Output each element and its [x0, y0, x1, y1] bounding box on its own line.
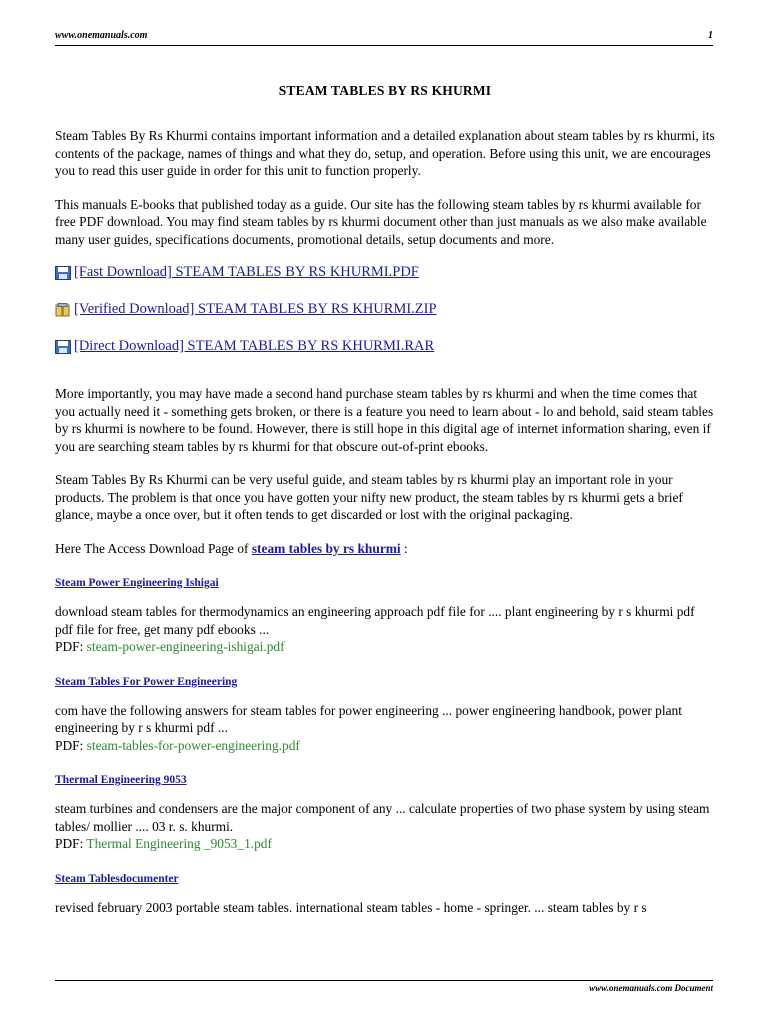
page-header — [55, 30, 713, 41]
result-snippet: download steam tables for thermodynamics an engineering approach pdf file for .... plant engineering by r s khurmi pdf pdf file for free, get many pdf ebooks ... — [55, 604, 695, 637]
intro-paragraph: Steam Tables By Rs Khurmi contains important information and a detailed explanation about steam tables by rs khurmi, its contents of the package, names of things and what they do, setup, and operation. Before using this unit, we are encourages you to read this user guide in order for this unit to function properly. — [55, 128, 715, 178]
result-snippet: com have the following answers for steam tables for power engineering ... power engineering handbook, power plant engineering by r s khurmi pdf ... — [55, 702, 682, 735]
archive-icon — [55, 303, 71, 317]
access-line — [55, 540, 715, 558]
floppy-disk-icon — [55, 340, 71, 354]
header-site: www.onemanuals.com — [55, 30, 148, 41]
download-item-fast — [55, 264, 715, 281]
download-item-direct — [55, 338, 715, 355]
direct-download-link[interactable]: [Direct Download] STEAM TABLES BY RS KHURMI.RAR — [74, 338, 435, 354]
result-title-link[interactable]: Steam Tablesdocumenter — [55, 872, 179, 885]
result-pdf-line — [55, 835, 715, 853]
pdf-label: PDF: — [55, 836, 87, 851]
header-page-number: 1 — [708, 30, 713, 41]
access-download-link[interactable]: steam tables by rs khurmi — [251, 540, 401, 556]
result-title-link[interactable]: Steam Power Engineering Ishigai — [55, 577, 219, 589]
header-rule — [55, 45, 713, 46]
usefulness-paragraph: Steam Tables By Rs Khurmi can be very useful guide, and steam tables by rs khurmi play an important role in your products. The problem is that once you have gotten your nifty new product, the steam tables by rs khurmi gets a brief glance, maybe a once over, but it often tends to get discarded or lost with the original packaging. — [55, 472, 683, 522]
document-title: STEAM TABLES BY RS KHURMI — [278, 83, 492, 98]
result-item — [55, 676, 715, 755]
about-paragraph: This manuals E-books that published today as a guide. Our site has the following steam tables by rs khurmi available for free PDF download. You may find steam tables by rs khurmi document other than just manuals as we also make available many user guides, specifications documents, promotional details, setup documents and more. — [55, 196, 707, 247]
importance-paragraph: More importantly, you may have made a second hand purchase steam tables by rs khurmi and when the time comes that you actually need it - something gets broken, or there is a feature you need to learn about - lo and behold, said steam tables by rs khurmi is nowhere to be found. However, there is still hope in this digital age of internet information sharing, even if you are searching steam tables by rs khurmi for that obscure out-of-print ebooks. — [55, 386, 714, 454]
access-prefix: Here The Access Download Page of — [55, 540, 252, 556]
result-pdf-line — [55, 737, 715, 755]
footer-rule — [55, 980, 713, 981]
document-content — [55, 83, 715, 916]
result-pdf-line — [55, 638, 715, 656]
floppy-disk-icon — [55, 266, 71, 280]
fast-download-link[interactable]: [Fast Download] STEAM TABLES BY RS KHURMI.PDF — [74, 264, 419, 280]
pdf-filename: Thermal Engineering _9053_1.pdf — [86, 836, 272, 851]
pdf-label: PDF: — [55, 737, 87, 753]
result-snippet: revised february 2003 portable steam tables. international steam tables - home - springer. ... steam tables by r s — [55, 899, 647, 915]
result-title-link[interactable]: Steam Tables For Power Engineering — [55, 675, 238, 688]
pdf-filename: steam-power-engineering-ishigai.pdf — [86, 639, 285, 654]
result-title-link[interactable]: Thermal Engineering 9053 — [55, 774, 187, 786]
result-item — [55, 577, 715, 656]
result-snippet: steam turbines and condensers are the major component of any ... calculate properties of two phase system by using steam tables/ mollier .... 03 r. s. khurmi. — [55, 801, 710, 834]
verified-download-link[interactable]: [Verified Download] STEAM TABLES BY RS KHURMI.ZIP — [74, 301, 437, 317]
result-item — [55, 873, 715, 917]
access-suffix: : — [400, 540, 408, 556]
result-item — [55, 774, 715, 853]
pdf-filename: steam-tables-for-power-engineering.pdf — [86, 737, 300, 753]
page-footer: www.onemanuals.com Document — [589, 983, 713, 993]
pdf-label: PDF: — [55, 639, 87, 654]
download-item-verified — [55, 301, 715, 318]
